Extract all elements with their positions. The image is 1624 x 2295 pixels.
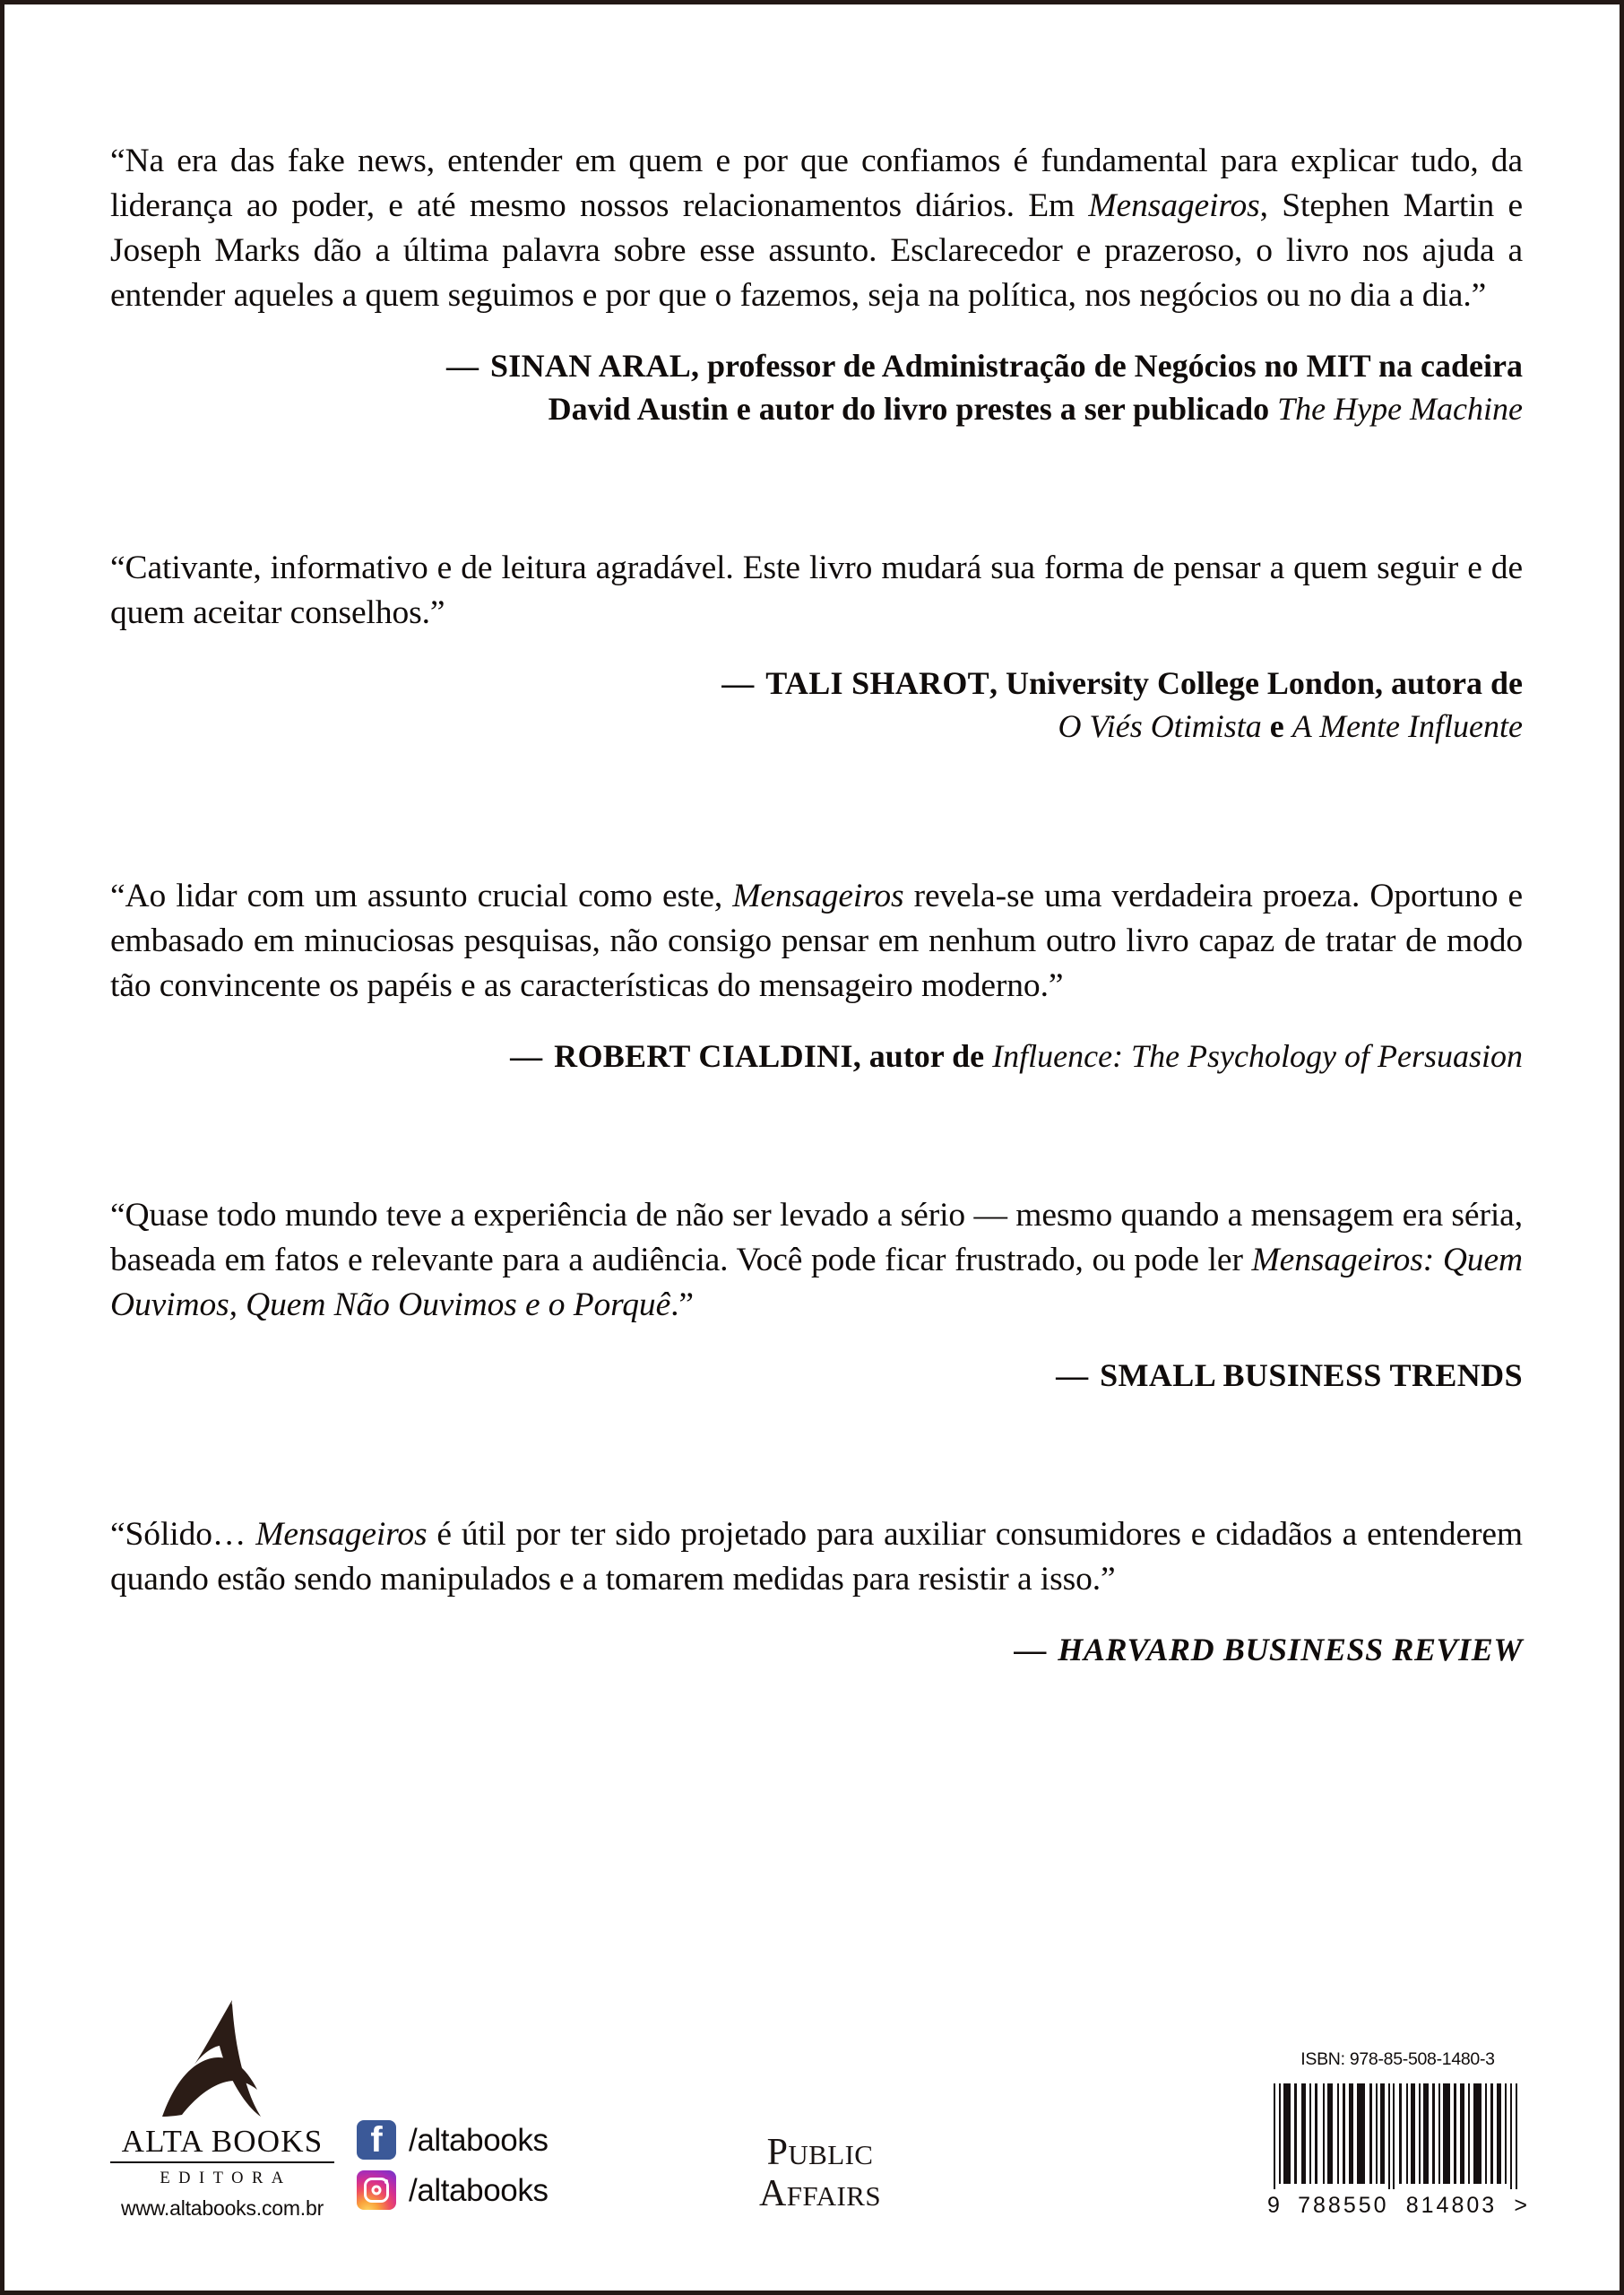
copublisher-line2 [759, 2174, 881, 2213]
quote-attribution [110, 1629, 1523, 1672]
barcode-image [1266, 2075, 1530, 2192]
em-dash: — [1014, 1632, 1058, 1668]
quote-text-part1: “Sólido… [110, 1516, 256, 1553]
book-title-italic: Mensageiros [255, 1516, 428, 1553]
quotes-container [110, 139, 1523, 1672]
quote-text-part2: .” [670, 1286, 694, 1324]
review-quote-sinan-aral [110, 139, 1523, 431]
attribution-role: , professor de Administração de Negócios no MIT na cadeira [691, 348, 1523, 385]
attribution-line2-text: David Austin e autor do livro prestes a ser publicado [548, 391, 1278, 428]
barcode-digits-right: 814803 [1405, 2193, 1498, 2218]
barcode-bars [1272, 2083, 1525, 2189]
attribution-book-title-italic: The Hype Machine [1277, 391, 1523, 428]
publisher-website[interactable]: www.altabooks.com.br [120, 2196, 324, 2220]
attribution-name: SINAN ARAL [489, 348, 692, 385]
attribution-conjunction: e [1261, 708, 1292, 744]
review-quote-harvard-business-review [110, 1512, 1523, 1672]
quote-text-part1: “Cativante, informativo e de leitura agradável. Este livro mudará sua forma de pensar a quem seguir e de quem aceitar conselhos.” [110, 550, 1523, 632]
attribution-name: ROBERT CIALDINI [554, 1038, 853, 1075]
alta-books-arrow-logo-icon [155, 1998, 289, 2120]
attribution-book-title-italic-1: O Viés Otimista [1058, 708, 1262, 744]
quote-attribution [110, 1355, 1523, 1398]
barcode-digits-mid: 788550 [1298, 2193, 1389, 2218]
facebook-f-glyph: f [370, 2120, 383, 2160]
publisher-subtitle: EDITORA [160, 2169, 292, 2187]
quote-text-part1: “Quase todo mundo teve a experiência de não ser levado a sério — mesmo quando a mensagem era séria, baseada em fatos e relevante para a audiência. Você pode ficar frustrado, ou pode ler [110, 1196, 1523, 1278]
attribution-book-title-italic: Influence: The Psychology of Persuasion [992, 1038, 1523, 1075]
publisher-logo-block [110, 1998, 334, 2221]
isbn-label: ISBN: 978-85-508-1480-3 [1300, 2049, 1495, 2069]
review-quote-robert-cialdini [110, 874, 1523, 1078]
quote-text [110, 139, 1523, 318]
attribution-name: SMALL BUSINESS TRENDS [1100, 1357, 1523, 1394]
quote-text-part2: , Stephen Martin e Joseph Marks dão a última palavra sobre esse assunto. Esclarecedor e prazeroso, o livro nos ajuda a entender aqueles a quem seguimos e por que o fazemos, seja na política, nos negócios ou no dia a dia.” [110, 187, 1523, 315]
copublisher-line1 [759, 2134, 881, 2172]
social-links [357, 2118, 652, 2212]
instagram-icon[interactable] [357, 2170, 396, 2210]
attribution-book-title-italic-2: A Mente Influente [1291, 708, 1523, 744]
copublisher-logo-publicaffairs [759, 2134, 881, 2213]
book-title-italic: Mensageiros: Quem Ouvimos, Quem Não Ouvimos e o Porquê [110, 1242, 1523, 1324]
quote-attribution [110, 345, 1523, 431]
attribution-role: , University College London, autora de [989, 665, 1523, 702]
attribution-line2 [110, 706, 1523, 749]
copublisher-line1-cap: P [766, 2132, 789, 2174]
attribution-name: TALI SHAROT [765, 665, 989, 702]
quote-text [110, 546, 1523, 636]
em-dash: — [510, 1038, 555, 1075]
attribution-role: , autor de [852, 1038, 993, 1075]
review-quote-small-business-trends [110, 1193, 1523, 1398]
copublisher-line2-cap: A [759, 2172, 787, 2214]
quote-text-part1: “Ao lidar com um assunto crucial como este, [110, 877, 733, 914]
em-dash: — [721, 665, 766, 702]
barcode-digit-row [1266, 2193, 1530, 2219]
quote-text [110, 874, 1523, 1009]
copublisher-line2-rest: FFAIRS [786, 2179, 881, 2212]
book-title-italic: Mensageiros [732, 877, 904, 914]
attribution-line2 [110, 388, 1523, 431]
barcode-caret: > [1514, 2193, 1528, 2218]
instagram-handle: /altabooks [409, 2172, 549, 2208]
instagram-dot-glyph [384, 2179, 389, 2184]
publisher-name: ALTA BOOKS [110, 2126, 334, 2163]
quote-text-part1: “Na era das fake news, entender em quem e por que confiamos é fundamental para explicar tudo, da liderança ao poder, e até mesmo nossos relacionamentos diários. Em [110, 143, 1523, 225]
em-dash: — [1056, 1357, 1101, 1394]
book-title-italic: Mensageiros [1088, 187, 1260, 225]
copublisher-line1-rest: UBLIC [788, 2139, 874, 2171]
social-link-facebook[interactable] [357, 2118, 652, 2161]
social-link-instagram[interactable] [357, 2169, 652, 2212]
cover-footer [110, 1952, 1530, 2221]
quote-text [110, 1512, 1523, 1602]
quote-attribution [110, 1035, 1523, 1078]
em-dash: — [445, 348, 490, 385]
quote-text [110, 1193, 1523, 1328]
quote-text-part2: revela-se uma verdadeira proeza. Oportuno e embasado em minuciosas pesquisas, não consigo pensar em nenhum outro livro capaz de tratar de modo tão convincente os papéis e as características do mensageiro moderno.” [110, 877, 1523, 1004]
barcode-block [1266, 2049, 1530, 2219]
barcode-digit-left: 9 [1267, 2193, 1281, 2218]
review-quote-tali-sharot [110, 546, 1523, 749]
facebook-handle: /altabooks [409, 2122, 549, 2158]
quote-text-part2: é útil por ter sido projetado para auxiliar consumidores e cidadãos a entenderem quando estão sendo manipulados e a tomarem medidas para resistir a isso.” [110, 1516, 1523, 1598]
attribution-name: HARVARD BUSINESS REVIEW [1058, 1632, 1523, 1668]
facebook-icon[interactable] [357, 2120, 396, 2160]
quote-attribution [110, 663, 1523, 749]
